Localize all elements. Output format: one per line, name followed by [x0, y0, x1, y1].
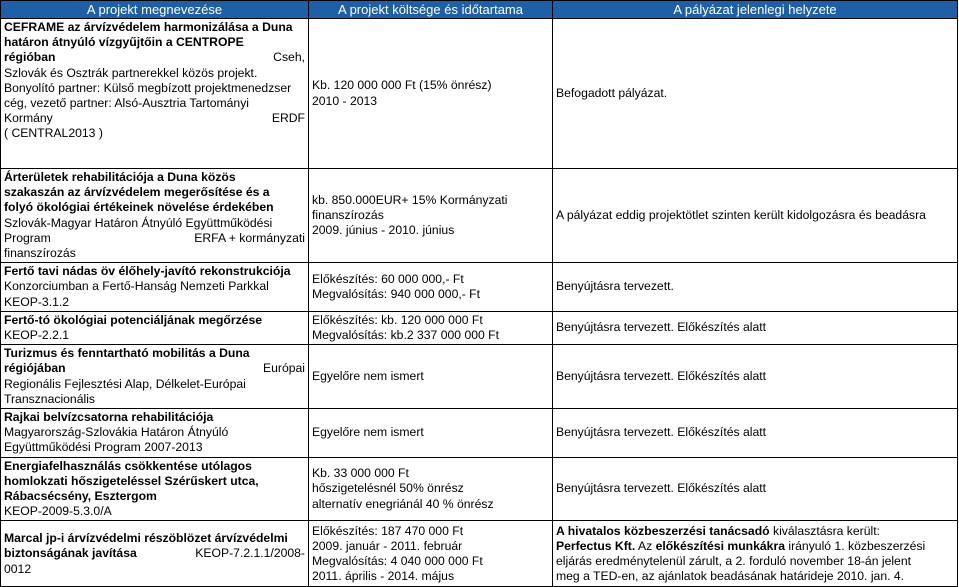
status-cell: [553, 345, 958, 409]
cost-cell: [309, 169, 553, 263]
cost-line: Előkészítés: 60 000 000,- Ft: [312, 271, 464, 286]
table-row: [1, 345, 958, 409]
header-status: A pályázat jelenlegi helyzete: [553, 1, 958, 19]
project-title-line: Energiafelhasználás csökkentése utólagos: [4, 458, 252, 473]
status-text: Benyújtásra tervezett. Előkészítés alatt: [556, 481, 766, 496]
project-desc-text: ERDF: [271, 111, 305, 126]
status-text: kiválasztásra került:: [769, 523, 880, 538]
table-row: [1, 263, 958, 312]
project-title-line: CEFRAME az árvízvédelem harmonizálása a Duna: [4, 20, 293, 34]
project-desc-line: Regionális Fejlesztési Alap, Délkelet-Európai: [4, 376, 246, 391]
table-row: [1, 521, 958, 587]
cost-cell: [309, 311, 553, 344]
status-text: Benyújtásra tervezett. Előkészítés alatt: [556, 320, 766, 335]
project-title-line: határon átnyúló vízgyűjtőin a CENTROPE: [4, 35, 244, 50]
project-name-cell: [1, 457, 309, 521]
project-desc-line: ( CENTRAL2013 ): [4, 126, 103, 141]
project-name-cell: [1, 521, 309, 587]
project-title-line: folyó ökológiai értékeinek növelése érdekében: [4, 200, 274, 215]
cost-line: Egyelőre nem ismert: [312, 369, 424, 384]
project-desc-text: KEOP-7.2.1.1/2008-: [195, 546, 305, 561]
project-name-cell: [1, 311, 309, 344]
project-title-line: Rajkai belvízcsatorna rehabilitációja: [4, 410, 214, 425]
project-name-cell: [1, 169, 309, 263]
table-row: [1, 19, 958, 169]
project-desc-text: Európai: [262, 361, 305, 376]
header-project-name: A projekt megnevezése: [1, 1, 309, 19]
project-name-cell: [1, 345, 309, 409]
project-desc-line: cég, vezető partner: Alsó-Ausztria Tartományi: [4, 96, 249, 111]
status-text: Benyújtásra tervezett. Előkészítés alatt: [556, 369, 766, 384]
project-desc-line: Magyarország-Szlovákia Határon Átnyúló: [4, 425, 229, 440]
project-desc-line: Transznacionális: [4, 391, 95, 406]
project-title-line: szakaszán az árvízvédelem megerősítése és a: [4, 185, 270, 200]
project-desc-line: KEOP-2.2.1: [4, 328, 70, 343]
project-desc-line: 0012: [4, 561, 32, 576]
project-desc-line: Konzorciumban a Fertő-Hanság Nemzeti Parkkal: [4, 279, 269, 294]
project-title-line: Fertő-tó ökológiai potenciáljának megőrzése: [4, 312, 263, 327]
status-bold-text: Perfectus Kft.: [556, 538, 636, 553]
project-desc-text: Kormány: [4, 111, 53, 126]
cost-line: 2009. június - 2010. június: [312, 223, 455, 238]
project-desc-text: Cseh,: [273, 50, 305, 65]
status-text: Az: [635, 538, 656, 553]
status-cell: [553, 521, 958, 587]
status-text: Benyújtásra tervezett. Előkészítés alatt: [556, 425, 766, 440]
project-title-line: homlokzati hőszigeteléssel Szérűskert utca,: [4, 473, 259, 488]
project-title-line: Marcal jp-i árvízvédelmi részöblözet árvízvédelmi: [4, 531, 288, 546]
project-title-line: Turizmus és fenntartható mobilitás a Duna: [4, 346, 250, 361]
cost-line: alternatív enegriánál 40 % önrész: [312, 496, 494, 511]
project-desc-line: finanszírozás: [4, 246, 76, 261]
status-text: meg a TED-en, az ajánlatok beadásának határideje 2010. jan. 4.: [556, 569, 905, 584]
project-desc-line: KEOP-3.1.2: [4, 294, 70, 309]
project-desc-line: Szlovák-Magyar Határon Átnyúló Együttműködési: [4, 215, 273, 230]
cost-line: 2011. április - 2014. május: [312, 569, 455, 584]
cost-line: Előkészítés: kb. 120 000 000 Ft: [312, 312, 483, 327]
header-cost-duration: A projekt költsége és időtartama: [309, 1, 553, 19]
cost-line: Egyelőre nem ismert: [312, 425, 424, 440]
cost-line: Kb. 120 000 000 Ft (15% önrész): [312, 78, 492, 93]
cost-line: kb. 850.000EUR+ 15% Kormányzati: [312, 192, 508, 207]
cost-line: Kb. 33 000 000 Ft: [312, 466, 409, 481]
project-name-cell: [1, 409, 309, 458]
table-row: [1, 311, 958, 344]
project-name-cell: [1, 263, 309, 312]
status-text: irányuló 1. közbeszerzési: [784, 538, 926, 553]
cost-line: 2010 - 2013: [312, 93, 378, 108]
project-desc-text: ERFA + kormányzati: [194, 230, 305, 245]
cost-cell: [309, 19, 553, 169]
project-title-line: Árterületek rehabilitációja a Duna közös: [4, 170, 236, 184]
status-cell: [553, 457, 958, 521]
cost-line: Megvalósítás: 940 000 000,- Ft: [312, 287, 481, 302]
project-title-line: Fertő tavi nádas öv élőhely-javító rekonstrukciója: [4, 264, 291, 279]
cost-line: Megvalósítás: kb.2 337 000 000 Ft: [312, 328, 499, 343]
status-cell: [553, 19, 958, 169]
project-desc-line: Szlovák és Osztrák partnerekkel közös projekt.: [4, 65, 258, 80]
table-row: [1, 169, 958, 263]
cost-line: Előkészítés: 187 470 000 Ft: [312, 523, 464, 538]
cost-cell: [309, 263, 553, 312]
status-cell: [553, 409, 958, 458]
status-text: Befogadott pályázat.: [556, 85, 668, 100]
status-text: Benyújtásra tervezett.: [556, 279, 674, 294]
cost-line: finanszírozás: [312, 208, 384, 222]
project-desc-line: KEOP-2009-5.3.0/A: [4, 504, 112, 519]
project-desc-line: Bonyolító partner: Külső megbízott projektmenedzser: [4, 80, 292, 95]
project-title-line: régióban: [4, 50, 56, 65]
project-name-cell: [1, 19, 309, 169]
project-title-line: biztonságának javítása: [4, 546, 137, 561]
project-title-line: régiójában: [4, 361, 66, 376]
status-bold-text: előkészítési munkákra: [655, 538, 785, 553]
status-bold-text: A hivatalos közbeszerzési tanácsadó: [556, 523, 770, 538]
project-desc-text: Program: [4, 230, 51, 245]
project-desc-line: Együttműködési Program 2007-2013: [4, 440, 203, 455]
cost-line: hőszigetelésnél 50% önrész: [312, 481, 464, 496]
status-cell: [553, 169, 958, 263]
status-cell: [553, 311, 958, 344]
cost-cell: [309, 521, 553, 587]
status-text: A pályázat eddig projektötlet szinten került kidolgozásra és beadásra: [556, 208, 926, 222]
cost-cell: [309, 457, 553, 521]
status-text: eljárás eredménytelenül zárult, a 2. forduló november 18-án jelent: [556, 553, 911, 568]
project-title-line: Rábacsécsény, Esztergom: [4, 489, 157, 504]
table-row: [1, 409, 958, 458]
cost-line: 2009. január - 2011. február: [312, 538, 463, 553]
status-cell: [553, 263, 958, 312]
cost-cell: [309, 409, 553, 458]
header-row: [1, 1, 958, 19]
cost-line: Megvalósítás: 4 040 000 000 Ft: [312, 553, 483, 568]
table-row: [1, 457, 958, 521]
cost-cell: [309, 345, 553, 409]
